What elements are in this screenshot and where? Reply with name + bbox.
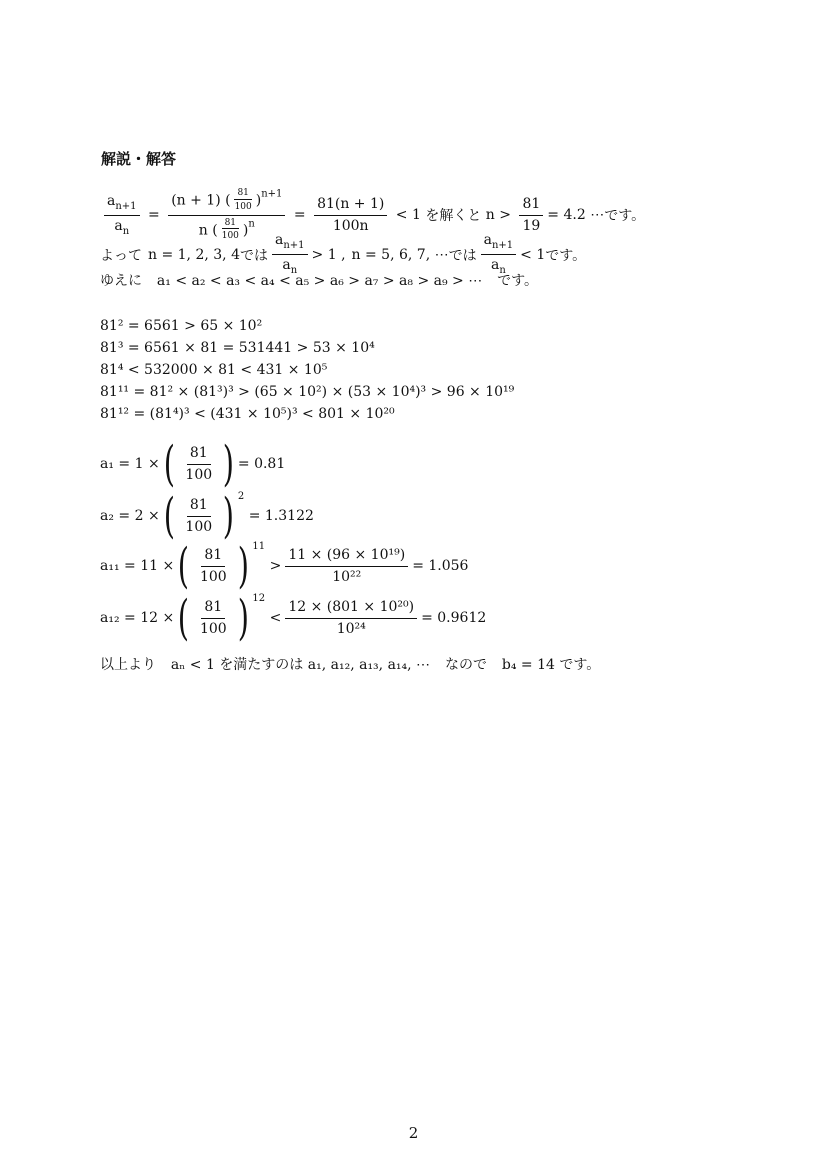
line2-lead: よって [100,247,142,264]
a11-line: a₁₁ = 11 × ( $\frac{81}{100}$ ) 11 > $\frac{\text{11 × (96 × 10¹⁹)}}{\text{10²²}}$ = 1.056 [100,538,469,594]
a12-lhs: a₁₂ = 12 × [100,610,175,626]
ratio-expanded-fraction: (n + 1) ( $\frac{81}{100}$ )$^{n+1}$ n ( $\frac{81}{100}$ )$^n$ [168,188,285,242]
a2-line: a₂ = 2 × ( $\frac{81}{100}$ ) 2 = 1.3122 [100,488,314,544]
a12-exponent: 12 [252,592,266,604]
page-number: 2 [408,1124,419,1142]
conclusion-list: a₁, a₁₂, a₁₃, a₁₄, ⋯ [307,657,431,673]
conclusion-lead: 以上より [100,657,156,673]
a11-fraction: $\frac{81}{100}$ [199,546,227,585]
line3-lead: ゆえに [100,273,142,289]
a11-bound-fraction: $\frac{\text{11 × (96 × 10¹⁹)}}{\text{10²²}}$ [285,547,408,586]
a12-rhs: = 0.9612 [421,610,487,626]
a1-fraction: $\frac{81}{100}$ [185,444,213,483]
a2-exponent: 2 [237,490,245,502]
chain-line [100,270,538,290]
a1-lhs: a₁ = 1 × [100,456,160,472]
conclusion-line [100,654,600,674]
threshold-fraction: $\frac{81}{19}$ [519,196,543,235]
ratio-equation-line: $\frac{a_{n+1}}{a_n}$ = (n + 1) ( $\frac{81}{100}$ )$^{n+1}$ n ( $\frac{81}{100}$ )$^n$ = $\frac{81(n + 1)}{100n}$ < 1 を解くと n > $\frac{81}{19}$ = 4.2 ⋯ です。 [100,188,645,242]
a12-fraction: $\frac{81}{100}$ [199,598,227,637]
a1-line: a₁ = 1 × ( $\frac{81}{100}$ ) = 0.81 [100,436,286,492]
ineq-3: 81⁴ < 532000 × 81 < 431 × 10⁵ [100,362,328,378]
a2-lhs: a₂ = 2 × [100,508,160,524]
a11-lhs: a₁₁ = 11 × [100,558,175,574]
case2-cond: n = 5, 6, 7, ⋯ [351,246,449,263]
ratio-simplified-fraction: $\frac{81(n + 1)}{100n}$ [314,196,387,235]
a11-relation: > [269,558,282,574]
ineq-2: 81³ = 6561 × 81 = 531441 > 53 × 10⁴ [100,340,375,356]
ratio-fraction: $\frac{a_{n+1}}{a_n}$ [104,193,140,238]
case2-rel: < 1 [520,246,546,263]
a12-relation: < [269,610,282,626]
case1-dewa: では [239,247,268,264]
case2-fraction: $\frac{a_{n+1}}{a_n}$ [481,232,517,277]
conclusion-mid: を満たすのは [219,657,304,673]
ineq-1: 81² = 6561 > 65 × 10² [100,318,263,334]
threshold-value: = 4.2 ⋯ [547,207,605,224]
a1-rhs: = 0.81 [237,456,286,472]
line2-end: です。 [545,247,587,264]
ineq-4: 81¹¹ = 81² × (81³)³ > (65 × 10²) × (53 × 10⁴)³ > 96 × 10¹⁹ [100,384,515,400]
inequality-chain: a₁ < a₂ < a₃ < a₄ < a₅ > a₆ > a₇ > a₈ > a₉ > ⋯ [156,273,483,289]
line1-end: です。 [604,208,646,225]
solve-text: を解くと [425,208,482,225]
line3-end: です。 [497,273,539,289]
case2-dewa: では [448,247,477,264]
a2-fraction: $\frac{81}{100}$ [185,496,213,535]
conclusion-end: です。 [559,657,601,673]
case1-cond: n = 1, 2, 3, 4 [148,246,240,263]
case1-fraction: $\frac{a_{n+1}}{a_n}$ [272,232,308,277]
conclusion-answer: b₄ = 14 [501,657,555,673]
ineq-5: 81¹² = (81⁴)³ < (431 × 10⁵)³ < 801 × 10²⁰ [100,406,395,422]
a11-rhs: = 1.056 [412,558,469,574]
a12-line: a₁₂ = 12 × ( $\frac{81}{100}$ ) 12 < $\frac{\text{12 × (801 × 10²⁰)}}{\text{10²⁴}}$ = 0.9612 [100,590,487,646]
a12-bound-fraction: $\frac{\text{12 × (801 × 10²⁰)}}{\text{10²⁴}}$ [285,599,417,638]
case1-rel: > 1 , [311,246,346,263]
a11-exponent: 11 [252,540,266,552]
section-heading: 解説・解答 [101,150,177,168]
a2-rhs: = 1.3122 [248,508,314,524]
conclusion-mid2: なので [444,657,487,673]
conclusion-condition: aₙ < 1 [170,657,215,673]
